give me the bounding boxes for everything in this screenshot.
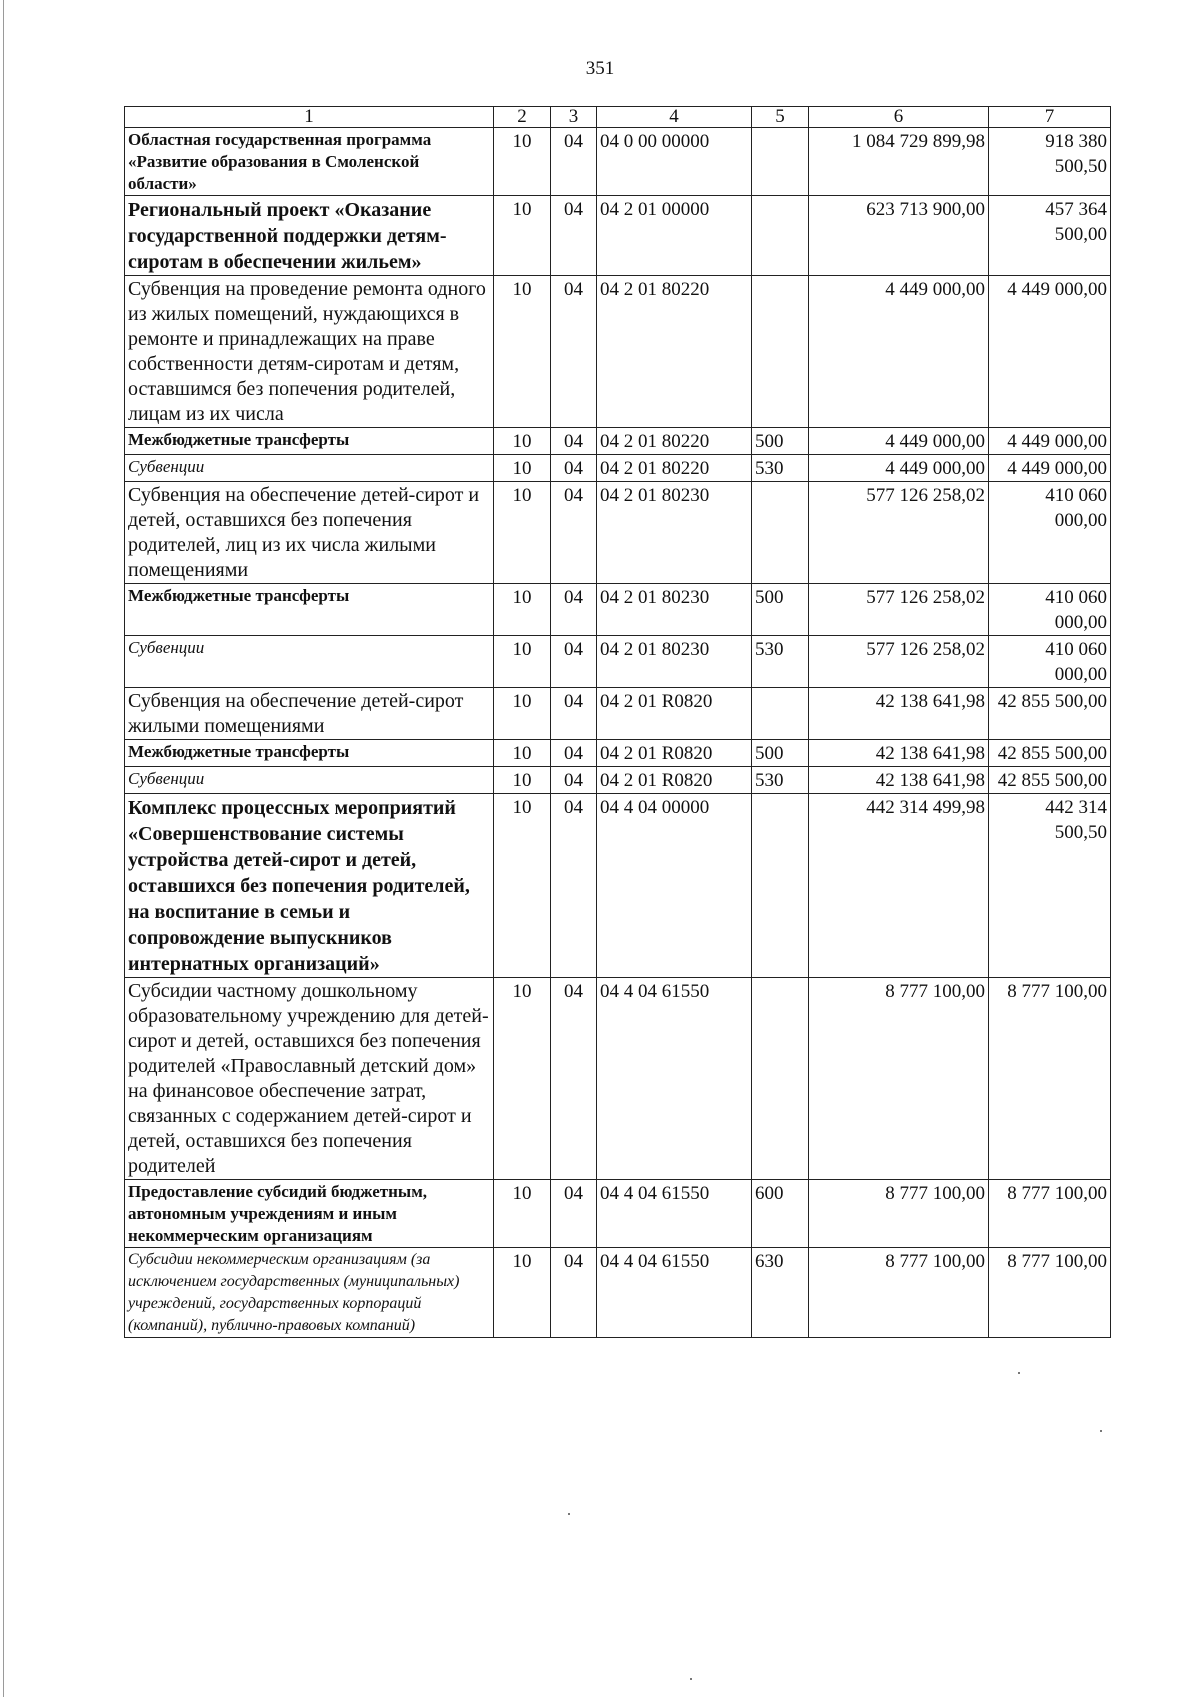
row-expense-type-cell: 530 (752, 455, 809, 482)
row-subsection-cell: 04 (551, 688, 597, 740)
table-row (125, 455, 1111, 482)
row-target-code-cell: 04 2 01 R0820 (597, 688, 752, 740)
table-row (125, 482, 1111, 584)
header-col-5: 5 (752, 107, 809, 128)
row-subsection-cell: 04 (551, 978, 597, 1180)
row-name-cell: Субвенции (125, 767, 494, 794)
page-number: 351 (585, 58, 615, 79)
row-amount-2-cell: 8 777 100,00 (989, 1248, 1111, 1338)
row-target-code-cell: 04 4 04 61550 (597, 1248, 752, 1338)
row-target-code-cell: 04 2 01 80220 (597, 428, 752, 455)
row-expense-type-cell: 630 (752, 1248, 809, 1338)
row-amount-2-cell: 457 364 500,00 (989, 196, 1111, 276)
row-amount-2-cell: 8 777 100,00 (989, 978, 1111, 1180)
row-section-cell: 10 (494, 740, 551, 767)
row-target-code-cell: 04 2 01 80230 (597, 636, 752, 688)
row-section-cell: 10 (494, 128, 551, 196)
table-row (125, 688, 1111, 740)
row-expense-type-cell (752, 276, 809, 428)
table-row (125, 196, 1111, 276)
row-amount-1-cell: 1 084 729 899,98 (809, 128, 989, 196)
row-section-cell: 10 (494, 584, 551, 636)
row-section-cell: 10 (494, 482, 551, 584)
row-target-code-cell: 04 2 01 00000 (597, 196, 752, 276)
table-row (125, 128, 1111, 196)
scan-speck (690, 1678, 692, 1680)
row-section-cell: 10 (494, 196, 551, 276)
row-section-cell: 10 (494, 688, 551, 740)
table-row (125, 794, 1111, 978)
table-row (125, 428, 1111, 455)
row-amount-1-cell: 623 713 900,00 (809, 196, 989, 276)
row-subsection-cell: 04 (551, 128, 597, 196)
row-amount-1-cell: 8 777 100,00 (809, 1180, 989, 1248)
row-expense-type-cell (752, 482, 809, 584)
row-amount-1-cell: 42 138 641,98 (809, 740, 989, 767)
row-target-code-cell: 04 4 04 61550 (597, 1180, 752, 1248)
row-amount-2-cell: 4 449 000,00 (989, 276, 1111, 428)
row-target-code-cell: 04 4 04 00000 (597, 794, 752, 978)
row-amount-1-cell: 4 449 000,00 (809, 428, 989, 455)
scan-speck (568, 1513, 570, 1515)
row-amount-2-cell: 4 449 000,00 (989, 455, 1111, 482)
row-amount-2-cell: 442 314 500,50 (989, 794, 1111, 978)
row-amount-1-cell: 577 126 258,02 (809, 584, 989, 636)
row-subsection-cell: 04 (551, 196, 597, 276)
scan-speck (1100, 1430, 1102, 1432)
row-expense-type-cell (752, 978, 809, 1180)
row-expense-type-cell (752, 794, 809, 978)
table-row (125, 978, 1111, 1180)
header-col-7: 7 (989, 107, 1111, 128)
header-col-2: 2 (494, 107, 551, 128)
row-subsection-cell: 04 (551, 1248, 597, 1338)
row-section-cell: 10 (494, 978, 551, 1180)
row-expense-type-cell: 530 (752, 636, 809, 688)
table-row (125, 740, 1111, 767)
row-section-cell: 10 (494, 276, 551, 428)
row-amount-1-cell: 442 314 499,98 (809, 794, 989, 978)
row-name-cell: Субвенция на проведение ремонта одного из жилых помещений, нуждающихся в ремонте и принадлежащих на праве собственности детям-сиротам и детям, оставшимся без попечения родителей, лицам из их числа (125, 276, 494, 428)
header-col-3: 3 (551, 107, 597, 128)
row-name-cell: Межбюджетные трансферты (125, 584, 494, 636)
row-subsection-cell: 04 (551, 428, 597, 455)
row-target-code-cell: 04 0 00 00000 (597, 128, 752, 196)
row-name-cell: Предоставление субсидий бюджетным, автономным учреждениям и иным некоммерческим организациям (125, 1180, 494, 1248)
table-row (125, 1248, 1111, 1338)
row-amount-1-cell: 577 126 258,02 (809, 482, 989, 584)
row-name-cell: Комплекс процессных мероприятий «Совершенствование системы устройства детей-сирот и детей, оставшихся без попечения родителей, на воспитание в семьи и сопровождение выпускников интернатных организаций» (125, 794, 494, 978)
row-subsection-cell: 04 (551, 794, 597, 978)
table-header-row (125, 107, 1111, 128)
row-amount-1-cell: 4 449 000,00 (809, 455, 989, 482)
scan-edge-line (3, 0, 4, 1697)
table-row (125, 584, 1111, 636)
row-subsection-cell: 04 (551, 482, 597, 584)
row-amount-2-cell: 918 380 500,50 (989, 128, 1111, 196)
row-expense-type-cell: 530 (752, 767, 809, 794)
row-section-cell: 10 (494, 428, 551, 455)
row-name-cell: Межбюджетные трансферты (125, 428, 494, 455)
header-col-4: 4 (597, 107, 752, 128)
row-expense-type-cell (752, 688, 809, 740)
table-row (125, 767, 1111, 794)
row-subsection-cell: 04 (551, 636, 597, 688)
row-section-cell: 10 (494, 636, 551, 688)
row-section-cell: 10 (494, 794, 551, 978)
row-amount-2-cell: 410 060 000,00 (989, 636, 1111, 688)
scan-speck (1018, 1372, 1020, 1374)
row-section-cell: 10 (494, 1248, 551, 1338)
row-amount-2-cell: 410 060 000,00 (989, 482, 1111, 584)
row-section-cell: 10 (494, 455, 551, 482)
row-subsection-cell: 04 (551, 740, 597, 767)
row-name-cell: Субвенции (125, 636, 494, 688)
budget-table (124, 106, 1111, 1338)
table-row (125, 276, 1111, 428)
row-name-cell: Региональный проект «Оказание государственной поддержки детям-сиротам в обеспечении жильем» (125, 196, 494, 276)
row-expense-type-cell: 500 (752, 740, 809, 767)
row-expense-type-cell: 500 (752, 428, 809, 455)
row-amount-1-cell: 4 449 000,00 (809, 276, 989, 428)
row-amount-1-cell: 8 777 100,00 (809, 978, 989, 1180)
row-name-cell: Субсидии некоммерческим организациям (за исключением государственных (муниципальных) учреждений, государственных корпораций (компаний), публично-правовых компаний) (125, 1248, 494, 1338)
row-name-cell: Субвенция на обеспечение детей-сирот и детей, оставшихся без попечения родителей, лиц из их числа жилыми помещениями (125, 482, 494, 584)
header-col-1: 1 (125, 107, 494, 128)
row-target-code-cell: 04 2 01 R0820 (597, 740, 752, 767)
row-amount-2-cell: 8 777 100,00 (989, 1180, 1111, 1248)
row-subsection-cell: 04 (551, 1180, 597, 1248)
row-name-cell: Межбюджетные трансферты (125, 740, 494, 767)
row-amount-2-cell: 42 855 500,00 (989, 740, 1111, 767)
row-amount-2-cell: 4 449 000,00 (989, 428, 1111, 455)
row-subsection-cell: 04 (551, 276, 597, 428)
row-amount-2-cell: 42 855 500,00 (989, 767, 1111, 794)
row-amount-2-cell: 410 060 000,00 (989, 584, 1111, 636)
row-name-cell: Субвенции (125, 455, 494, 482)
header-col-6: 6 (809, 107, 989, 128)
row-target-code-cell: 04 4 04 61550 (597, 978, 752, 1180)
table-row (125, 636, 1111, 688)
row-subsection-cell: 04 (551, 767, 597, 794)
table-row (125, 1180, 1111, 1248)
row-expense-type-cell: 600 (752, 1180, 809, 1248)
row-amount-1-cell: 42 138 641,98 (809, 767, 989, 794)
row-amount-1-cell: 42 138 641,98 (809, 688, 989, 740)
row-subsection-cell: 04 (551, 584, 597, 636)
row-expense-type-cell (752, 128, 809, 196)
row-target-code-cell: 04 2 01 80220 (597, 455, 752, 482)
row-name-cell: Субвенция на обеспечение детей-сирот жилыми помещениями (125, 688, 494, 740)
row-target-code-cell: 04 2 01 80220 (597, 276, 752, 428)
row-section-cell: 10 (494, 1180, 551, 1248)
row-section-cell: 10 (494, 767, 551, 794)
row-subsection-cell: 04 (551, 455, 597, 482)
row-target-code-cell: 04 2 01 R0820 (597, 767, 752, 794)
row-name-cell: Субсидии частному дошкольному образовательному учреждению для детей-сирот и детей, оставшихся без попечения родителей «Православный детский дом» на финансовое обеспечение затрат, связанных с содержанием детей-сирот и детей, оставшихся без попечения родителей (125, 978, 494, 1180)
row-amount-2-cell: 42 855 500,00 (989, 688, 1111, 740)
row-expense-type-cell (752, 196, 809, 276)
row-target-code-cell: 04 2 01 80230 (597, 482, 752, 584)
row-amount-1-cell: 577 126 258,02 (809, 636, 989, 688)
row-name-cell: Областная государственная программа «Развитие образования в Смоленской области» (125, 128, 494, 196)
row-expense-type-cell: 500 (752, 584, 809, 636)
row-amount-1-cell: 8 777 100,00 (809, 1248, 989, 1338)
row-target-code-cell: 04 2 01 80230 (597, 584, 752, 636)
